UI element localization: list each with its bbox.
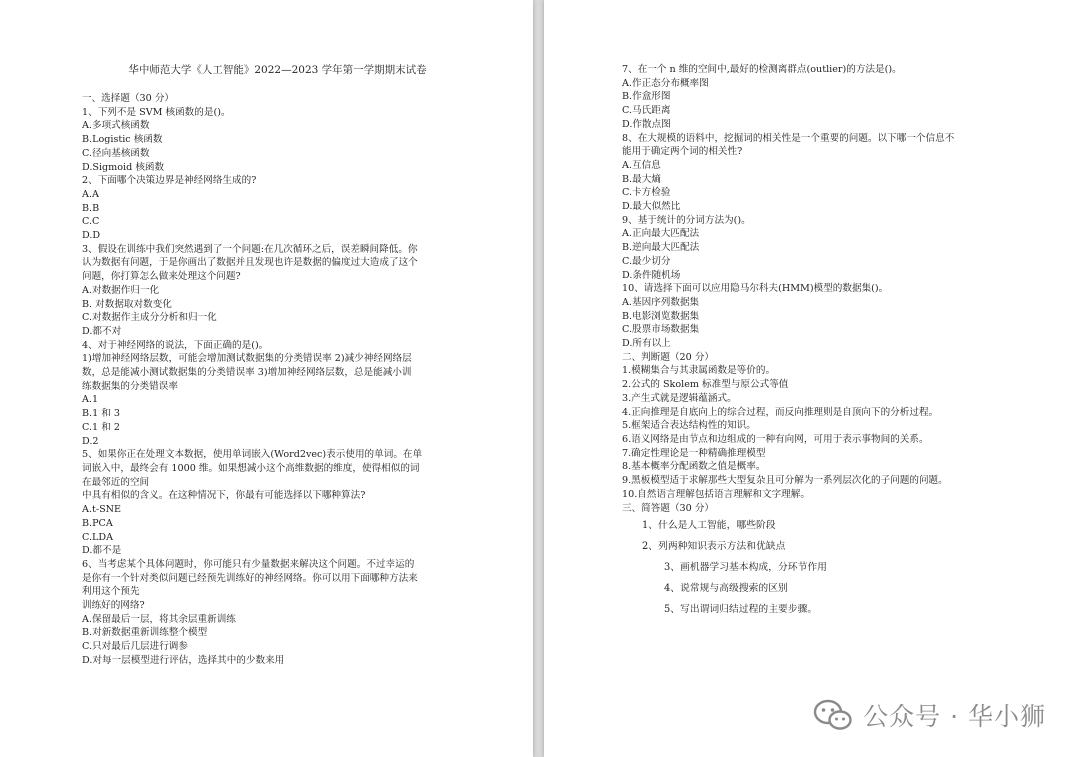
text-line: 词嵌入中，最终会有 1000 维。如果想减小这个高维数据的维度，使得相似的词 — [82, 462, 420, 474]
text-line: C.只对最后几层进行调参 — [82, 641, 188, 653]
text-line: D.都不对 — [82, 325, 122, 337]
text-line: D.2 — [82, 435, 99, 447]
text-line: 在最邻近的空间 — [82, 476, 150, 488]
text-line: D.都不是 — [82, 545, 122, 557]
text-line: A.基因序列数据集 — [622, 296, 700, 308]
text-line: 9.黑板模型适于求解那些大型复杂且可分解为一系列层次化的子问题的问题。 — [622, 475, 948, 487]
wechat-icon — [813, 698, 853, 732]
text-line: B.PCA — [82, 517, 113, 529]
text-line: C.径向基核函数 — [82, 147, 150, 159]
text-line: D.所有以上 — [622, 338, 671, 350]
text-line: C.1 和 2 — [82, 421, 120, 433]
text-line: 7.确定性理论是一种精确推理模型 — [622, 447, 766, 459]
text-line: A.对数据作归一化 — [82, 284, 160, 296]
text-line: A.1 — [82, 394, 99, 406]
text-line: C.对数据作主成分分析和归一化 — [82, 312, 217, 324]
text-line: 10、请选择下面可以应用隐马尔科夫(HMM)模型的数据集()。 — [622, 283, 889, 295]
text-line: 2、下面哪个决策边界是神经网络生成的? — [82, 175, 257, 187]
text-line: 三、简答题（30 分） — [622, 502, 715, 514]
text-line: 7、在一个 n 维的空间中,最好的检测离群点(outlier)的方法是()。 — [622, 64, 902, 75]
text-line: B.对新数据重新训练整个模型 — [82, 627, 208, 639]
text-line: D.作散点图 — [622, 118, 671, 130]
text-line: 6、当考虑某个具体问题时，你可能只有少量数据来解决这个问题。不过幸运的 — [82, 558, 415, 570]
text-line: B.最大熵 — [622, 173, 661, 185]
short-answer-list — [622, 515, 1050, 620]
text-line: A.作正态分布概率图 — [622, 77, 709, 89]
text-line: D.Sigmoid 核函数 — [82, 161, 165, 173]
watermark-text: 公众号 · 华小狮 — [863, 702, 1046, 731]
text-line: A.互信息 — [622, 159, 661, 171]
text-line: 一、选择题（30 分） — [82, 93, 175, 104]
text-line: B.B — [82, 202, 100, 214]
text-line: 9、基于统计的分词方法为()。 — [622, 214, 751, 226]
text-line: 利用这个预先 — [82, 586, 140, 598]
text-line: B.电影浏览数据集 — [622, 310, 700, 322]
text-line: B.Logistic 核函数 — [82, 134, 163, 146]
short-answer-question: 2、列两种知识表示方法和优缺点 — [642, 541, 786, 553]
text-line: 5、如果你正在处理文本数据，使用单词嵌入(Word2vec)表示使用的单词。在单 — [82, 449, 423, 461]
text-line: 练数据集的分类错误率 — [82, 380, 178, 392]
text-line: 二、判断题（20 分） — [622, 351, 715, 363]
text-line: B. 对数据取对数变化 — [82, 298, 172, 310]
text-line: 10.自然语言理解包括语言理解和文字理解。 — [622, 488, 810, 500]
exam-page-right — [544, 0, 1080, 757]
right-page-content — [622, 63, 1050, 515]
text-line: D.最大似然比 — [622, 201, 681, 213]
text-line: A.A — [82, 188, 99, 200]
text-line: 3.产生式就是逻辑蕴涵式。 — [622, 392, 737, 404]
text-line: D.D — [82, 230, 101, 242]
text-line: A.t-SNE — [82, 504, 122, 516]
text-line: B.1 和 3 — [82, 408, 121, 420]
text-line: 2.公式的 Skolem 标准型与原公式等值 — [622, 379, 789, 391]
text-line: 1、下列不是 SVM 核函数的是()。 — [82, 106, 231, 118]
exam-page-left — [0, 0, 533, 757]
text-line: 中具有相似的含义。在这种情况下，你最有可能选择以下哪种算法? — [82, 490, 366, 502]
short-answer-question: 3、画机器学习基本构成，分环节作用 — [664, 562, 827, 574]
text-line: A.正向最大匹配法 — [622, 228, 700, 240]
text-line: C.股票市场数据集 — [622, 324, 700, 336]
short-answer-question: 4、说常规与高级搜索的区别 — [664, 583, 788, 595]
text-line: 3、假设在训练中我们突然遇到了一个问题:在几次循环之后，误差瞬间降低。你 — [82, 243, 418, 255]
text-line: 5.框架适合表达结构性的知识。 — [622, 420, 756, 432]
text-line: 训练好的网络? — [82, 600, 145, 612]
text-line: 6.语义网络是由节点和边组成的一种有向网，可用于表示事物间的关系。 — [622, 433, 929, 445]
text-line: C.LDA — [82, 531, 114, 543]
short-answer-question: 5、写出谓词归结过程的主要步骤。 — [664, 604, 818, 616]
text-line: B.逆向最大匹配法 — [622, 242, 700, 254]
text-line: 认为数据有问题，于是你画出了数据并且发现也许是数据的偏度过大造成了这个 — [82, 257, 418, 269]
text-line: C.卡方检验 — [622, 187, 671, 199]
text-line: B.作盒形图 — [622, 91, 671, 103]
text-line: D.条件随机场 — [622, 269, 681, 281]
text-line: 4.正向推理是自底向上的综合过程，而反向推理则是自顶向下的分析过程。 — [622, 406, 939, 418]
text-line: 8.基本概率分配函数之值是概率。 — [622, 461, 766, 473]
text-line: 8、在大规模的语料中，挖掘词的相关性是一个重要的问题。以下哪一个信息不 — [622, 132, 955, 144]
left-page-content — [82, 92, 493, 668]
text-line: 1.模糊集合与其隶属函数是等价的。 — [622, 365, 776, 377]
text-line: C.C — [82, 216, 100, 228]
text-line: A.保留最后一层，将其余层重新训练 — [82, 613, 236, 625]
text-line: 是你有一个针对类似问题已经预先训练好的神经网络。你可以用下面哪种方法来 — [82, 572, 418, 584]
short-answer-question: 1、什么是人工智能，哪些阶段 — [642, 520, 776, 532]
text-line: D.对每一层模型进行评估，选择其中的少数来用 — [82, 654, 285, 666]
exam-title: 华中师范大学《人工智能》2022—2023 学年第一学期期末试卷 — [128, 64, 427, 76]
text-line: 能用于确定两个词的相关性? — [622, 146, 743, 158]
text-line: C.最少切分 — [622, 255, 671, 267]
watermark — [813, 697, 1046, 733]
text-line: 问题，你打算怎么做来处理这个问题? — [82, 271, 241, 283]
text-line: 1)增加神经网络层数，可能会增加测试数据集的分类错误率 2)减少神经网络层 — [82, 353, 412, 365]
text-line: C.马氏距离 — [622, 105, 671, 117]
text-line: A.多项式核函数 — [82, 120, 150, 132]
text-line: 4、对于神经网络的说法，下面正确的是()。 — [82, 339, 269, 351]
text-line: 数，总是能减小测试数据集的分类错误率 3)增加神经网络层数，总是能减小训 — [82, 367, 412, 379]
